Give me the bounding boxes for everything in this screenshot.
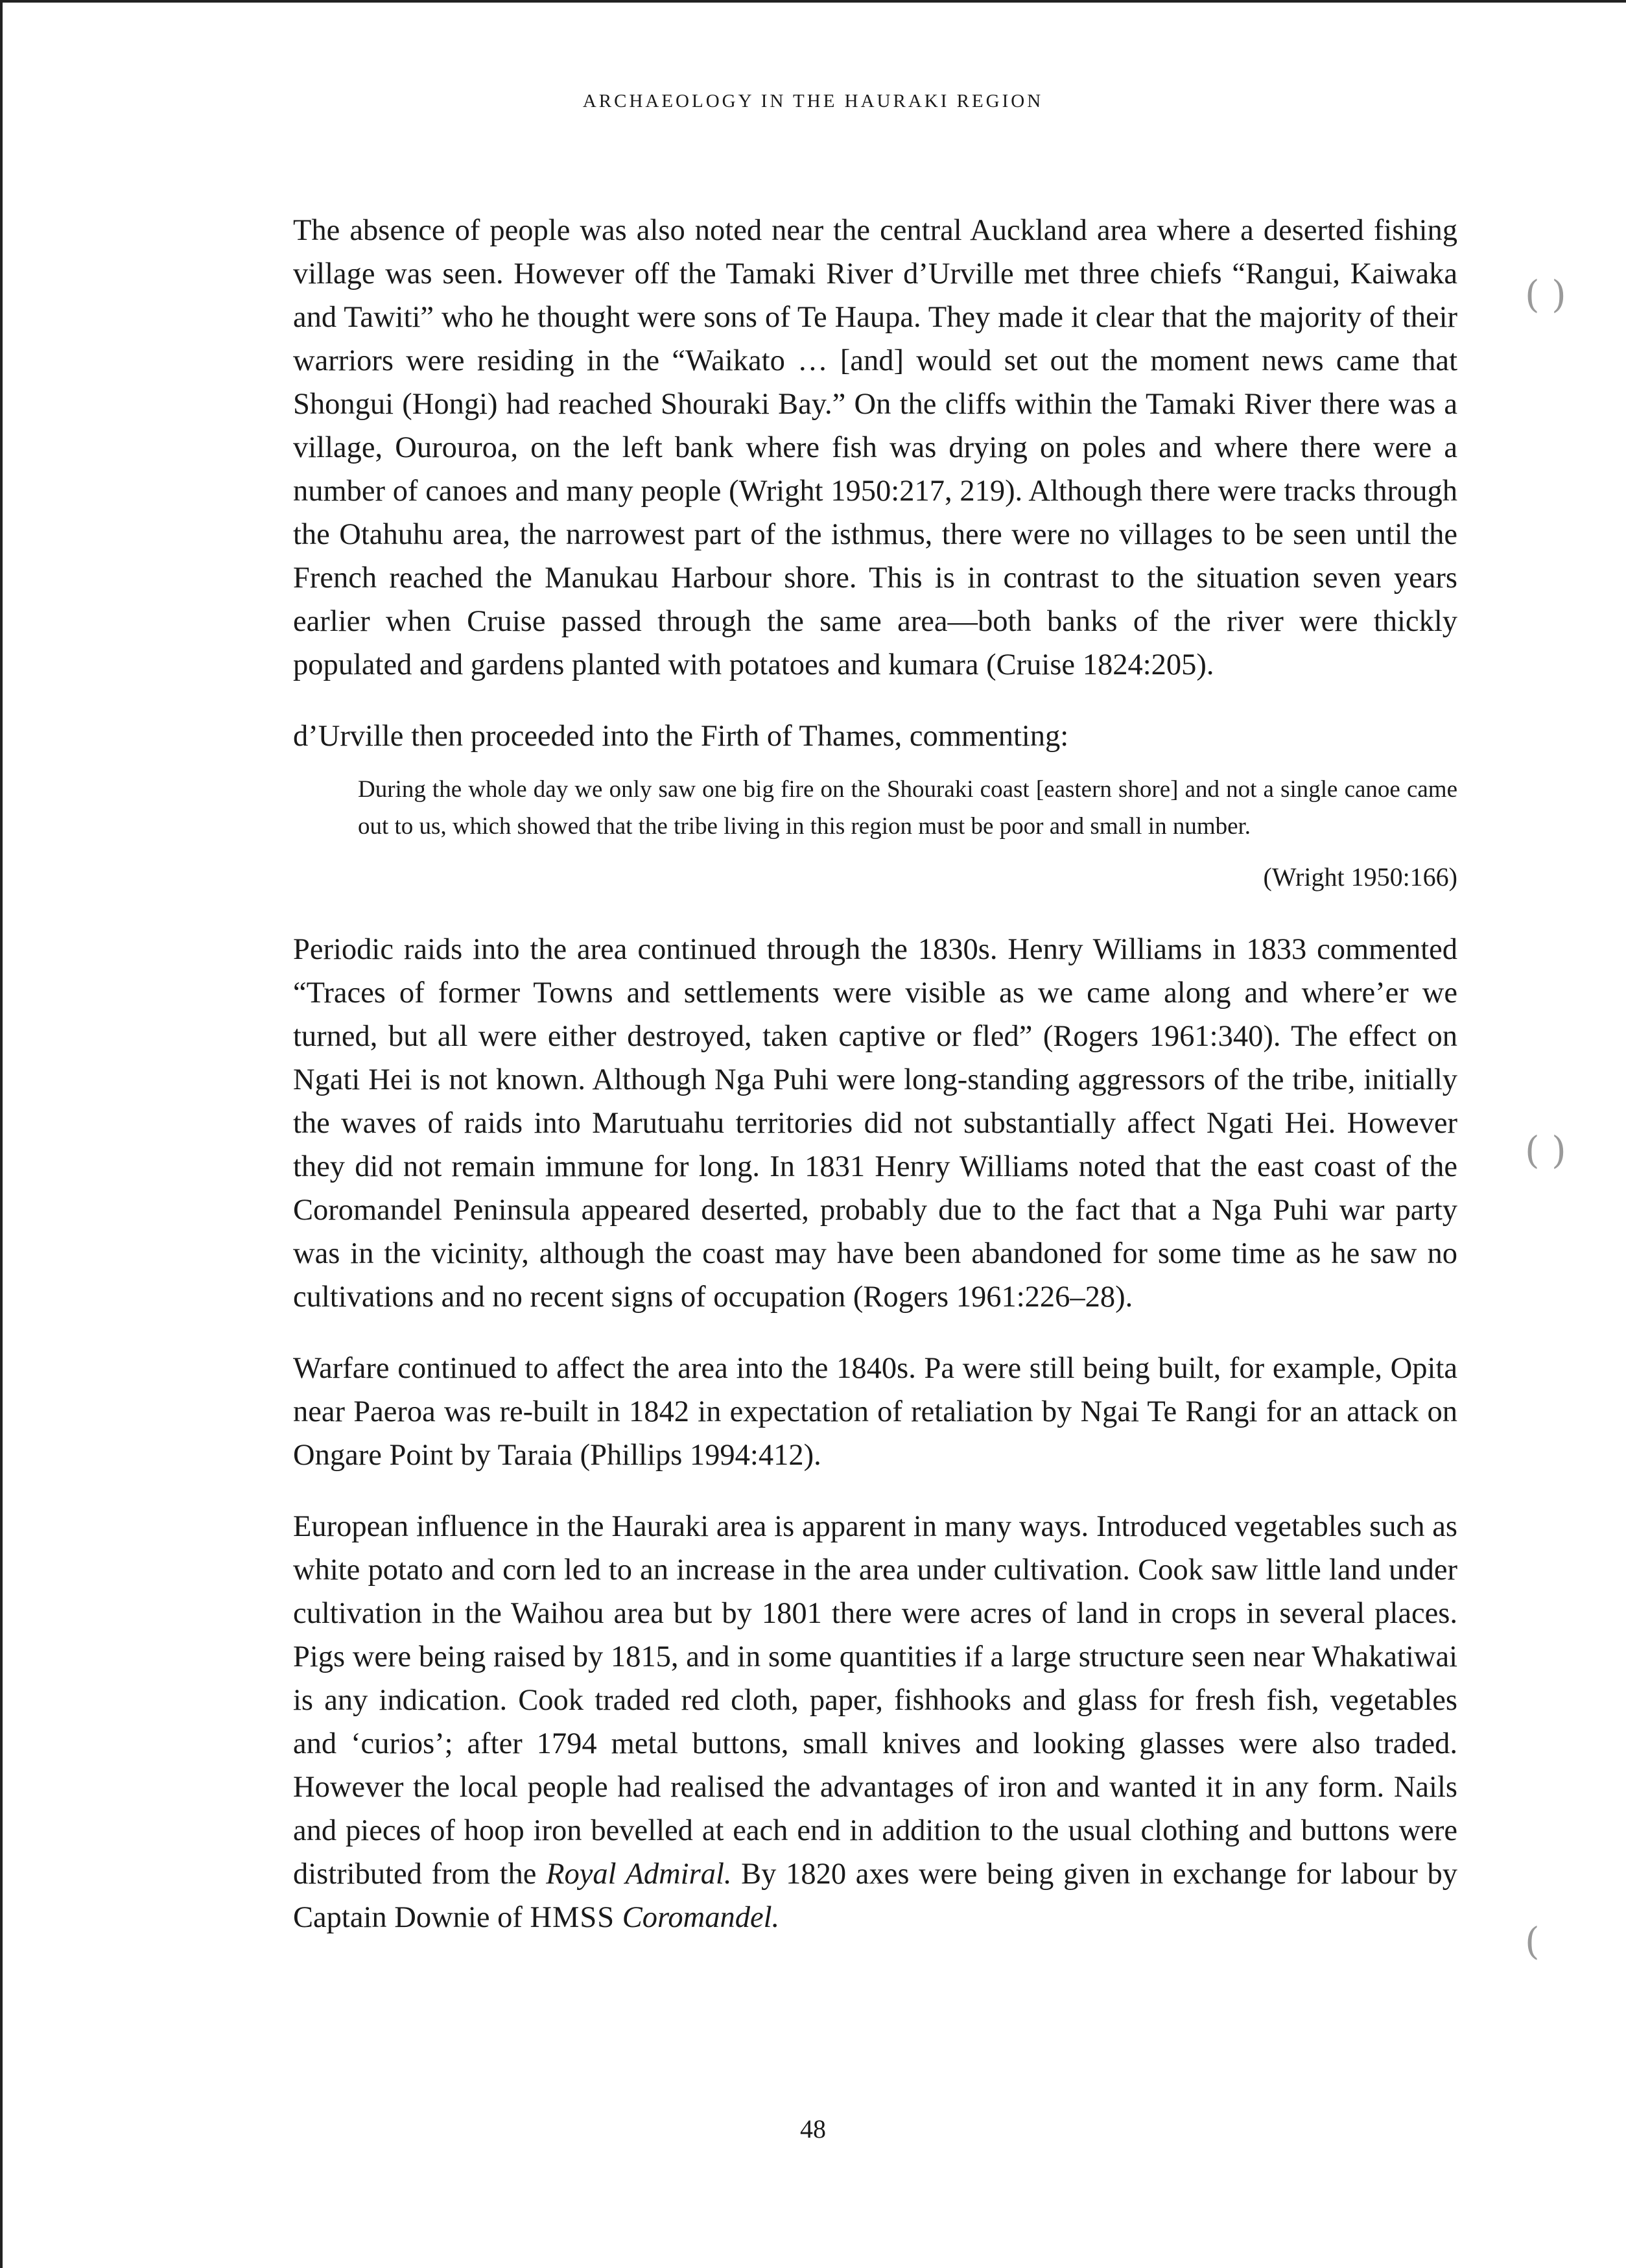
hmss-abbreviation: HMSS — [530, 1901, 615, 1934]
page-number: 48 — [800, 2114, 826, 2144]
quote-citation: (Wright 1950:166) — [1263, 862, 1457, 892]
paragraph-5 — [293, 1505, 1457, 1939]
ship-name-coromandel: Coromandel. — [622, 1901, 780, 1934]
paragraph-5-text-a: European influence in the Hauraki area is apparent in many ways. Introduced vegetables such as white potato and corn led to an increase in the area under cultivation. Cook saw little land under cultivation in the Waihou area but by 1801 there were acres of land in crops in several places. Pigs were being raised by 1815, and in some quantities if a large structure seen near Whakatiwai is any indication. Cook traded red cloth, paper, fishhooks and glass for fresh fish, vegetables and ‘curios’; after 1794 metal buttons, small knives and looking glasses were also traded. However the local people had realised the advantages of iron and wanted it in any form. Nails and pieces of hoop iron bevelled at each end in addition to the usual clothing and buttons were distributed from the — [293, 1510, 1457, 1891]
body-text — [293, 209, 1457, 1967]
paragraph-2: d’Urville then proceeded into the Firth of Thames, commenting: — [293, 720, 1069, 753]
paragraph-4: Warfare continued to affect the area into the 1840s. Pa were still being built, for example, Opita near Paeroa was re-built in 1842 in expectation of retaliation by Ngai Te Rangi for an attack on Ongare Point by Taraia (Phillips 1994:412). — [293, 1352, 1457, 1472]
running-head: ARCHAEOLOGY IN THE HAURAKI REGION — [582, 91, 1044, 112]
margin-mark-1: ( ) — [1525, 272, 1566, 316]
scan-edge-top — [0, 0, 1626, 3]
paragraph-5-text-b: By 1820 axes were being given in exchange for labour by Captain Downie of — [293, 1858, 1458, 1934]
margin-mark-2: ( ) — [1525, 1128, 1566, 1172]
margin-mark-3: ( — [1525, 1919, 1540, 1963]
paragraph-1: The absence of people was also noted near the central Auckland area where a deserted fishing village was seen. However off the Tamaki River d’Urville met three chiefs “Rangui, Kaiwaka and Tawiti” who he thought were sons of Te Haupa. They made it clear that the majority of their warriors were residing in the “Waikato … [and] would set out the moment news came that Shongui (Hongi) had reached Shouraki Bay.” On the cliffs within the Tamaki River there was a village, Ourouroa, on the left bank where fish was drying on poles and where there were a number of canoes and many people (Wright 1950:217, 219). Although there were tracks through the Otahuhu area, the narrowest part of the isthmus, there were no villages to be seen until the French reached the Manukau Harbour shore. This is in contrast to the situation seven years earlier when Cruise passed through the same area—both banks of the river were thickly populated and gardens planted with potatoes and kumara (Cruise 1824:205). — [293, 214, 1457, 681]
block-quote: During the whole day we only saw one big fire on the Shouraki coast [eastern shore] and not a single canoe came out to us, which showed that the tribe living in this region must be poor and small in number. — [358, 776, 1457, 840]
paragraph-3: Periodic raids into the area continued through the 1830s. Henry Williams in 1833 commented “Traces of former Towns and settlements were visible as we came along and where’er we turned, but all were either destroyed, taken captive or fled” (Rogers 1961:340). The effect on Ngati Hei is not known. Although Nga Puhi were long-standing aggressors of the tribe, initially the waves of raids into Marutuahu territories did not substantially affect Ngati Hei. However they did not remain immune for long. In 1831 Henry Williams noted that the east coast of the Coromandel Peninsula appeared deserted, probably due to the fact that a Nga Puhi war party was in the vicinity, although the coast may have been abandoned for some time as he saw no cultivations and no recent signs of occupation (Rogers 1961:226–28). — [293, 933, 1457, 1314]
ship-name-royal-admiral: Royal Admiral. — [546, 1858, 732, 1891]
scan-edge-left — [0, 0, 3, 2268]
